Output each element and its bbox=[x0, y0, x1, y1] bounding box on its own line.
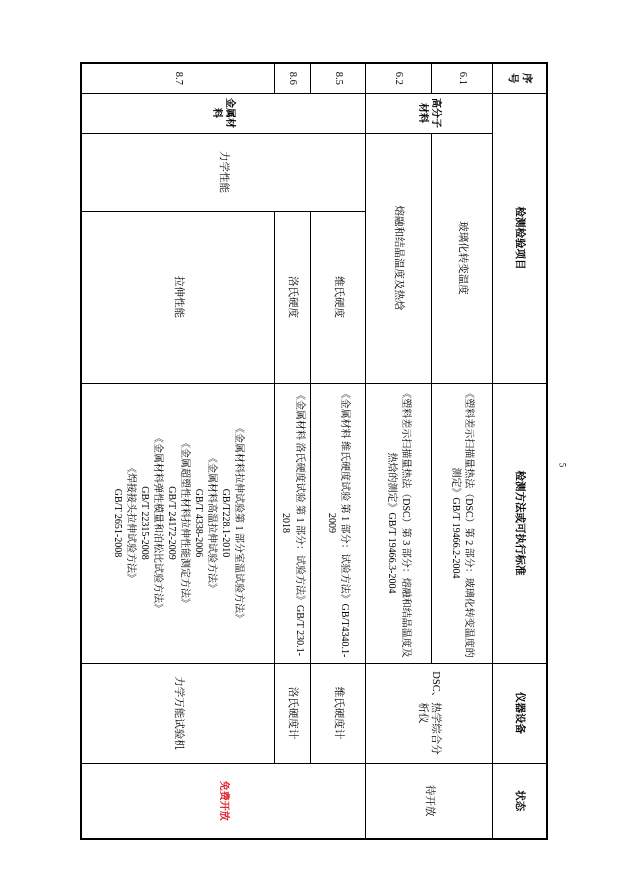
rotated-page bbox=[80, 62, 548, 838]
equipment-dsc: DSC、热学综合分析仪 bbox=[365, 663, 492, 763]
standard-cell: 《塑料差示扫描量热法（DSC）第 3 部分：熔融和结晶温度及热焓的测定》GB/T 19466.3-2004 bbox=[365, 383, 431, 663]
seq-cell: 8.6 bbox=[274, 63, 310, 93]
equipment-cell: 洛氏硬度计 bbox=[274, 663, 310, 763]
category-polymer: 高分子材料 bbox=[365, 93, 492, 133]
standard-line: 《金属超塑性材料拉伸性能测定方法》 bbox=[179, 438, 191, 608]
standard-line: GB/T228.1-2010 bbox=[219, 488, 231, 558]
header-item: 检测检验项目 bbox=[492, 93, 547, 383]
table-row bbox=[311, 63, 366, 839]
standards-list-cell bbox=[81, 383, 274, 663]
standard-line: 《金属材料拉伸试验第 1 部分室温试验方法》 bbox=[233, 423, 245, 623]
item-cell: 玻璃化转变温度 bbox=[431, 133, 492, 383]
table-row bbox=[431, 63, 492, 839]
equipment-cell: 力学万能试验机 bbox=[81, 663, 274, 763]
status-pending: 待开放 bbox=[365, 763, 492, 839]
test-items-table bbox=[80, 62, 548, 840]
standard-line: GB/T 22315-2008 bbox=[138, 486, 150, 560]
seq-cell: 6.1 bbox=[431, 63, 492, 93]
header-equipment: 仪器设备 bbox=[492, 663, 547, 763]
item-cell: 拉伸性能 bbox=[81, 211, 274, 383]
item-cell: 洛氏硬度 bbox=[274, 211, 310, 383]
standard-line: GB/T 24172-2009 bbox=[165, 486, 177, 560]
item-cell: 熔融和结晶温度及热焓 bbox=[365, 133, 431, 383]
item-cell: 维氏硬度 bbox=[311, 211, 366, 383]
table-header-row bbox=[492, 63, 547, 839]
seq-cell: 6.2 bbox=[365, 63, 431, 93]
standard-line: GB/T 2651-2008 bbox=[111, 488, 123, 558]
standard-line: GB/T 4338-2006 bbox=[192, 488, 204, 558]
standard-cell: 《金属材料 维氏硬度试验 第 1 部分：试验方法》GB/T4340.1-2009 bbox=[311, 383, 366, 663]
seq-cell: 8.5 bbox=[311, 63, 366, 93]
standard-cell: 《塑料差示扫描量热法（DSC）第 2 部分：玻璃化转变温度的测定》GB/T 19466.2-2004 bbox=[431, 383, 492, 663]
standard-line: 《金属材料弹性模量和泊松比试验方法》 bbox=[152, 433, 164, 613]
header-seq: 序号 bbox=[492, 63, 547, 93]
standard-line: 《金属材料高温拉伸试验方法》 bbox=[206, 453, 218, 593]
group-mechanical: 力学性能 bbox=[81, 133, 365, 211]
page-number: 5 bbox=[557, 462, 568, 468]
category-metal: 金属材料 bbox=[81, 93, 365, 133]
header-standard: 检测方法或可执行标准 bbox=[492, 383, 547, 663]
seq-cell: 8.7 bbox=[81, 63, 274, 93]
equipment-cell: 维氏硬度计 bbox=[311, 663, 366, 763]
status-free: 免费开放 bbox=[81, 763, 365, 839]
table-rotation-frame bbox=[80, 62, 548, 838]
header-status: 状态 bbox=[492, 763, 547, 839]
standard-line: 《焊接接头拉伸试验方法》 bbox=[125, 463, 137, 583]
standard-cell: 《金属材料 洛氏硬度试验 第 1 部分：试验方法》GB/T 230.1-2018 bbox=[274, 383, 310, 663]
